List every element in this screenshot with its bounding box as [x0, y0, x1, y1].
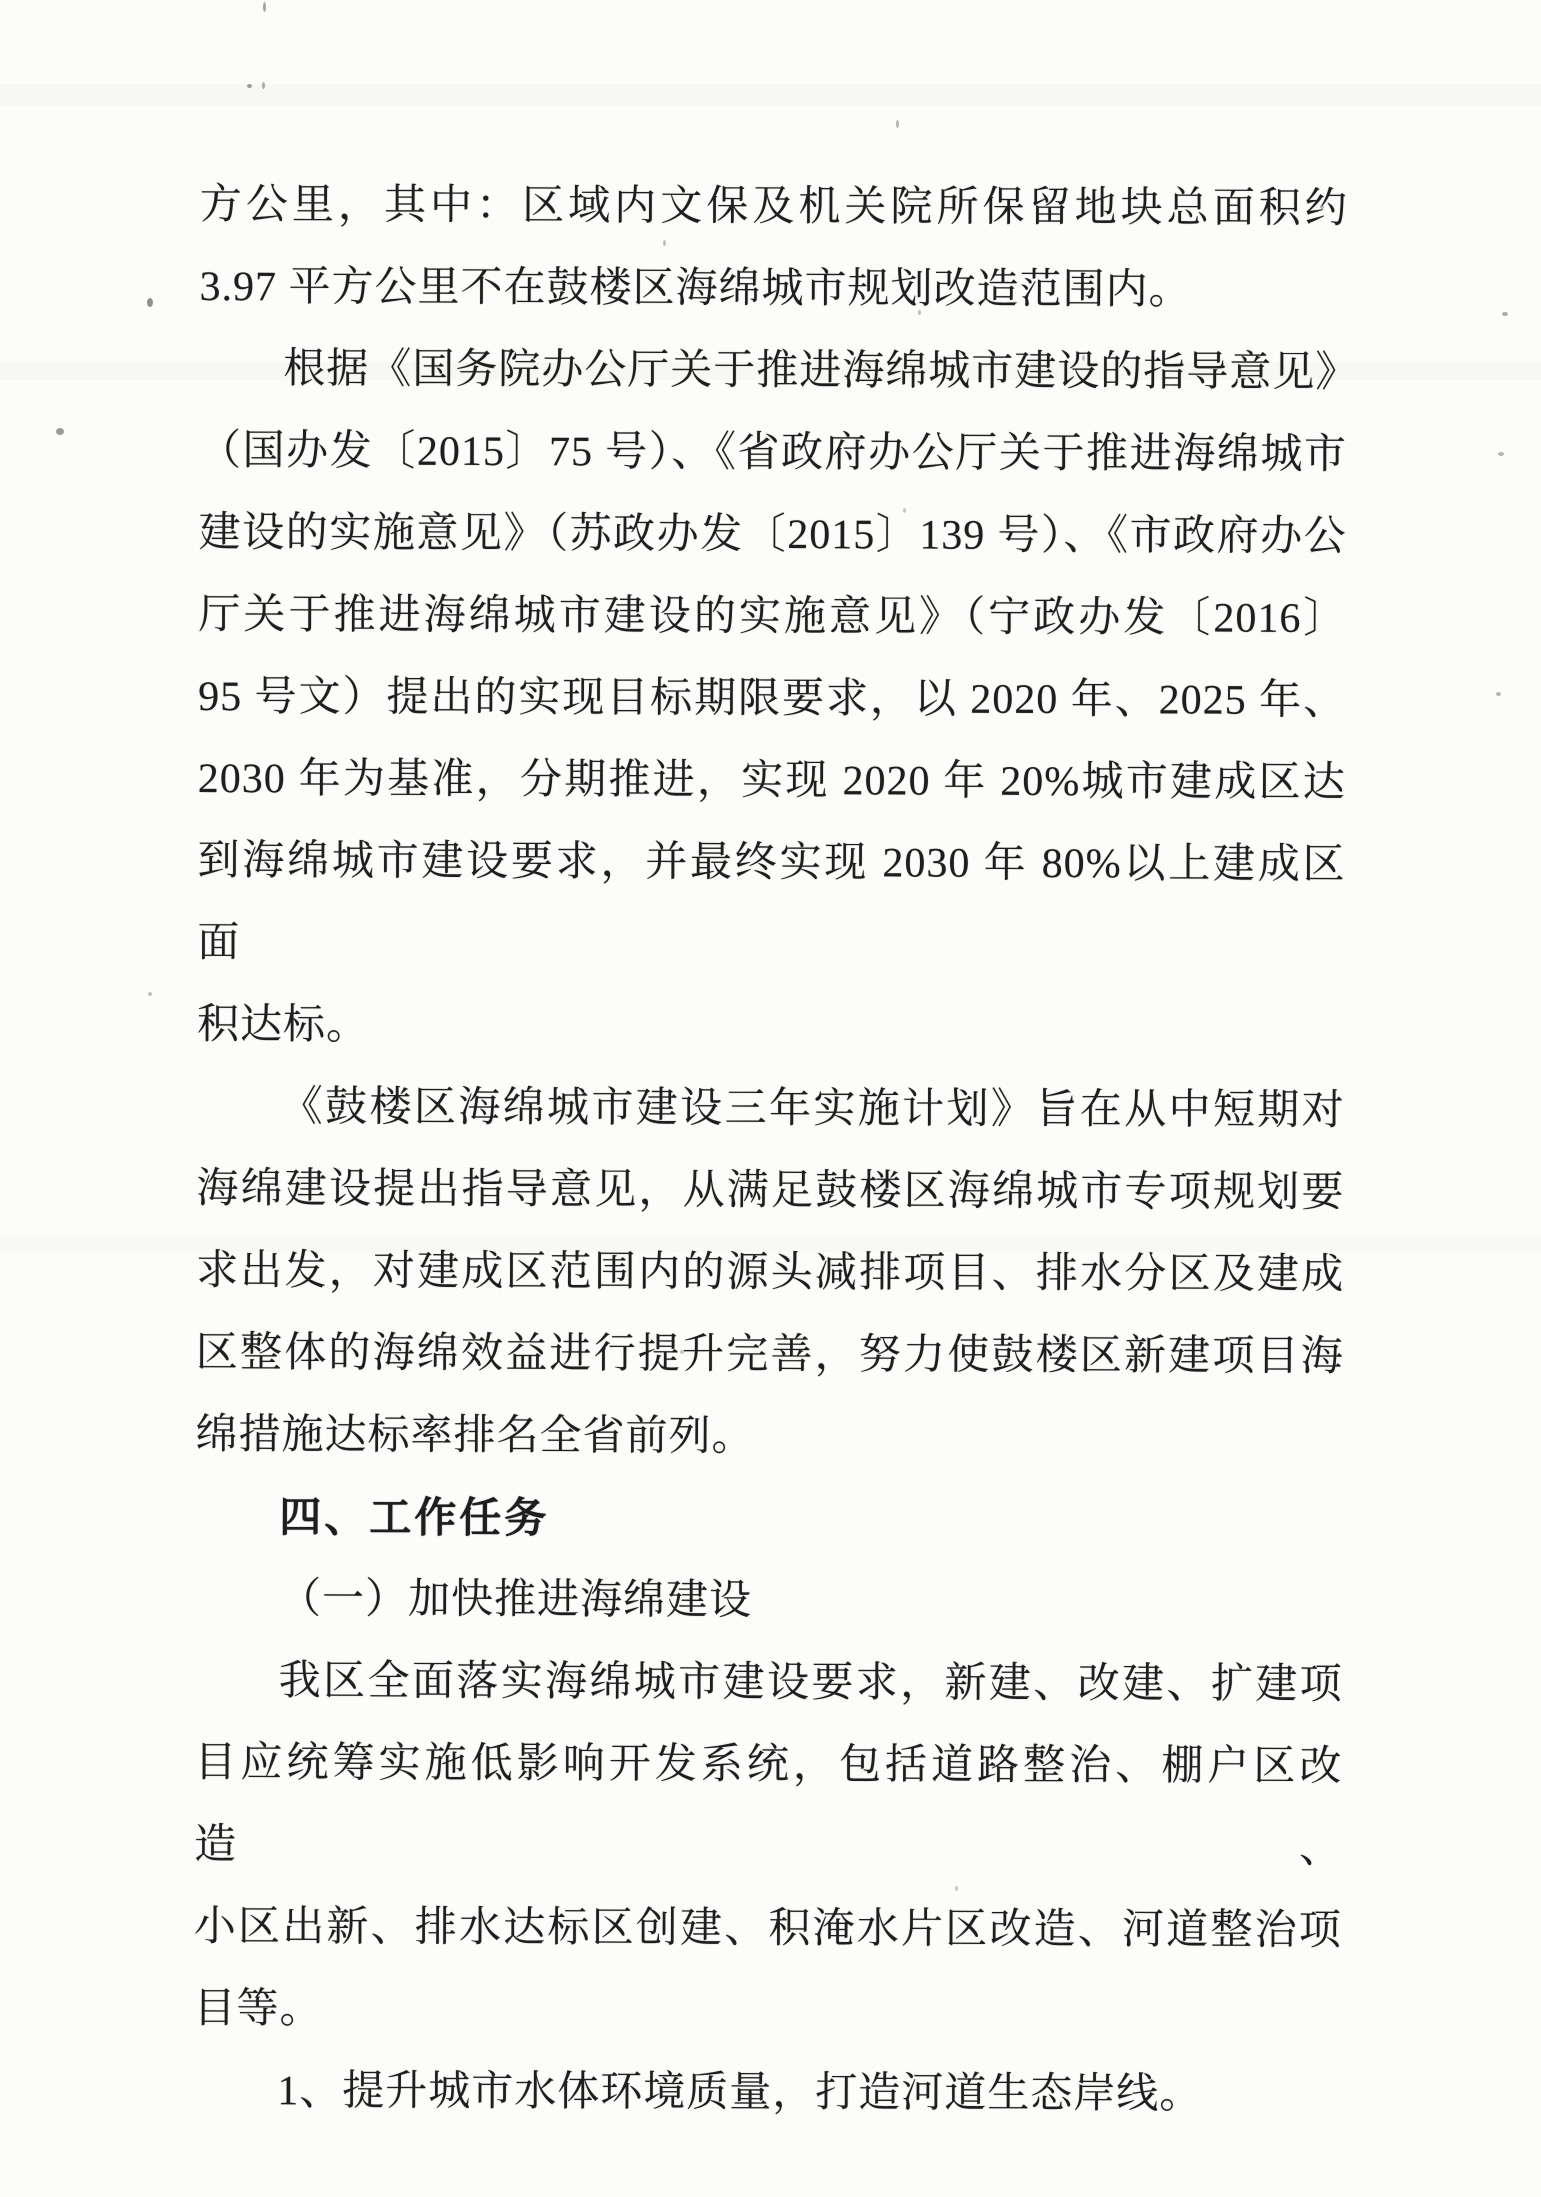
scan-speck [56, 428, 64, 435]
text-line: 积达标。 [196, 1001, 370, 1049]
text-line: 求出发，对建成区范围内的源头减排项目、排水分区及建成 [196, 1247, 1345, 1299]
text-line: 方公里，其中：区域内文保及机关院所保留地块总面积约 [199, 181, 1348, 233]
text-line: 目等。 [193, 1985, 323, 2033]
scan-speck [1496, 692, 1501, 696]
text-line: 厅关于推进海绵城市建设的实施意见》（宁政办发〔2016〕 [198, 591, 1347, 643]
scan-speck [147, 298, 153, 307]
text-line: 3.97 平方公里不在鼓楼区海绵城市规划改造范围内。 [199, 263, 1192, 314]
scan-speck [247, 84, 252, 88]
text-line: 2030 年为基准，分期推进，实现 2020 年 20%城市建成区达 [197, 755, 1346, 807]
document-text-block [193, 164, 1359, 2136]
scan-band [0, 84, 1541, 106]
text-line: 绵措施达标率排名全省前列。 [195, 1411, 755, 1460]
text-line: 95 号文）提出的实现目标期限要求，以 2020 年、2025 年、 [198, 673, 1347, 725]
text-line: 到海绵城市建设要求，并最终实现 2030 年 80%以上建成区面 [197, 837, 1346, 967]
scan-speck [1502, 312, 1508, 316]
text-line: 《鼓楼区海绵城市建设三年实施计划》旨在从中短期对 [280, 1084, 1345, 1135]
text-line: 建设的实施意见》（苏政办发〔2015〕139 号）、《市政府办公 [198, 509, 1347, 561]
text-line: 区整体的海绵效益进行提升完善，努力使鼓楼区新建项目海 [195, 1329, 1344, 1380]
scan-speck [262, 82, 265, 89]
text-line: 根据《国务院办公厅关于推进海绵城市建设的指导意见》 [283, 346, 1359, 397]
text-line: 小区出新、排水达标区创建、积淹水片区改造、河道整治项 [193, 1903, 1342, 1954]
section-heading: 四、工作任务 [279, 1493, 550, 1542]
scan-speck [896, 120, 899, 128]
text-line: （国办发〔2015〕75 号）、《省政府办公厅关于推进海绵城市 [198, 427, 1348, 479]
scan-speck [1498, 452, 1504, 456]
scan-speck [263, 2, 266, 12]
text-line: 我区全面落实海绵城市建设要求，新建、改建、扩建项 [278, 1658, 1343, 1708]
text-line: （一）加快推进海绵建设 [278, 1576, 753, 1624]
scan-speck [148, 992, 152, 996]
text-line: 海绵建设提出指导意见，从满足鼓楼区海绵城市专项规划要 [196, 1165, 1345, 1217]
text-line: 目应统筹实施低影响开发系统，包括道路整治、棚户区改造、 [194, 1739, 1343, 1872]
text-line: 1、提升城市水体环境质量，打造河道生态岸线。 [277, 2068, 1203, 2118]
